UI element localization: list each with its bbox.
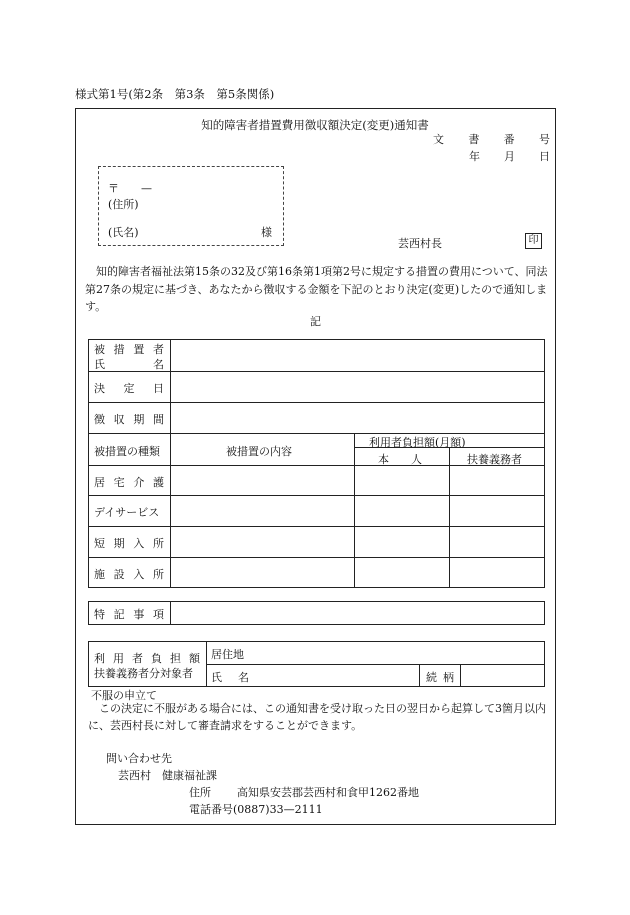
special-notes-label (94, 606, 164, 622)
table-divider (88, 526, 545, 527)
burden-header: 利用者負担額(月額) (369, 436, 466, 449)
table-divider (88, 402, 545, 403)
table-divider (460, 664, 461, 687)
label-char: 記 (113, 608, 125, 621)
decision-date-label (94, 380, 164, 396)
dependent-header: 扶養義務者 (467, 453, 522, 466)
label-char: 徴 (94, 413, 105, 426)
self-header: 本 人 (378, 453, 422, 466)
row-home-care (94, 474, 164, 490)
document-number-label (433, 131, 550, 147)
document-title: 知的障害者措置費用徴収額決定(変更)通知書 (201, 118, 429, 132)
table-divider (419, 664, 420, 687)
label-char: 決 (94, 382, 105, 395)
label-char: 所 (152, 568, 164, 581)
label-char: 定 (123, 382, 135, 395)
contact-address-label: 住所 (189, 786, 211, 799)
table-divider (170, 601, 171, 625)
type-header: 被措置の種類 (94, 445, 160, 458)
label-char: 名 (238, 671, 249, 684)
contact-heading: 問い合わせ先 (106, 752, 172, 765)
label-char: 介 (133, 476, 145, 489)
label-char: 護 (152, 476, 164, 489)
label-char: 日 (153, 382, 164, 395)
label-char: 名 (153, 358, 164, 371)
label-char: 額 (189, 652, 200, 665)
address-label: (住所) (108, 198, 139, 211)
form-number-label: 様式第1号(第2条 第3条 第5条関係) (75, 87, 275, 101)
burden-label-line2: 扶養義務者分対象者 (94, 667, 193, 680)
table-divider (88, 557, 545, 558)
label-char: 短 (94, 537, 105, 550)
name-label (211, 669, 249, 685)
label-char: 施 (94, 568, 105, 581)
label-char: 入 (133, 568, 145, 581)
label-char: 収 (113, 413, 125, 426)
label-char: 置 (133, 343, 145, 356)
contact-phone: 電話番号(0887)33—2111 (189, 803, 323, 816)
row-facility-admission (94, 566, 164, 582)
doc-number-char: 番 (503, 133, 515, 146)
label-char: 所 (152, 537, 164, 550)
label-char: 設 (113, 568, 125, 581)
row-short-stay (94, 535, 164, 551)
label-char: 担 (170, 652, 181, 665)
burden-label-line1 (94, 650, 200, 666)
table-divider (88, 433, 545, 434)
date-label (469, 148, 550, 164)
seal-stamp: 印 (525, 233, 542, 249)
label-char: 負 (151, 652, 162, 665)
date-char: 月 (504, 150, 515, 163)
label-char: 項 (152, 608, 164, 621)
person-label-line1 (94, 341, 164, 357)
residence-label: 居住地 (211, 648, 244, 661)
table-divider (88, 495, 545, 496)
label-char: 者 (132, 652, 143, 665)
label-char: 用 (113, 652, 124, 665)
label-char: 特 (94, 608, 105, 621)
label-char: 事 (133, 608, 145, 621)
label-char: 者 (152, 343, 164, 356)
label-char: 措 (113, 343, 125, 356)
table-divider (206, 664, 545, 665)
table-divider (170, 339, 171, 588)
label-char: 氏 (211, 671, 222, 684)
person-label-line2 (94, 356, 164, 372)
doc-number-char: 書 (468, 133, 480, 146)
appeal-heading: 不服の申立て (91, 689, 157, 702)
appeal-body: この決定に不服がある場合には、この通知書を受け取った日の翌日から起算して3箇月以内に、芸西村長に対して審査請求をすることができます。 (88, 702, 546, 732)
label-char: 氏 (94, 358, 105, 371)
label-char: 続 (426, 671, 437, 684)
label-char: 期 (133, 413, 145, 426)
label-char: 宅 (113, 476, 125, 489)
label-char: 期 (113, 537, 125, 550)
collection-period-label (94, 411, 164, 427)
table-divider (354, 433, 355, 588)
date-char: 年 (469, 150, 480, 163)
issuer-name: 芸西村長 (398, 237, 442, 250)
relation-label (426, 669, 454, 685)
contact-department: 芸西村 健康福祉課 (118, 769, 217, 782)
recipient-name-label: (氏名) (108, 226, 139, 239)
label-char: 居 (94, 476, 105, 489)
date-char: 日 (539, 150, 550, 163)
label-char: 入 (133, 537, 145, 550)
doc-number-char: 号 (538, 133, 550, 146)
label-char: 柄 (443, 671, 454, 684)
row-day-service: デイサービス (94, 506, 160, 519)
label-char: 間 (152, 413, 164, 426)
doc-number-char: 文 (433, 133, 444, 146)
appeal-text (88, 700, 546, 734)
postal-mark: 〒 — (108, 182, 152, 195)
notice-body: 知的障害者福祉法第15条の32及び第16条第1項第2号に規定する措置の費用について、同法第27条の規定に基づき、あなたから徴収する金額を下記のとおり決定(変更)したので通知します。 (85, 265, 548, 313)
label-char: 被 (94, 343, 105, 356)
label-char: 利 (94, 652, 105, 665)
table-divider (449, 447, 450, 588)
honorific-sama: 様 (261, 226, 272, 239)
ki-heading: 記 (310, 315, 321, 328)
content-header: 被措置の内容 (226, 445, 292, 458)
contact-address: 高知県安芸郡芸西村和食甲1262番地 (237, 786, 419, 799)
